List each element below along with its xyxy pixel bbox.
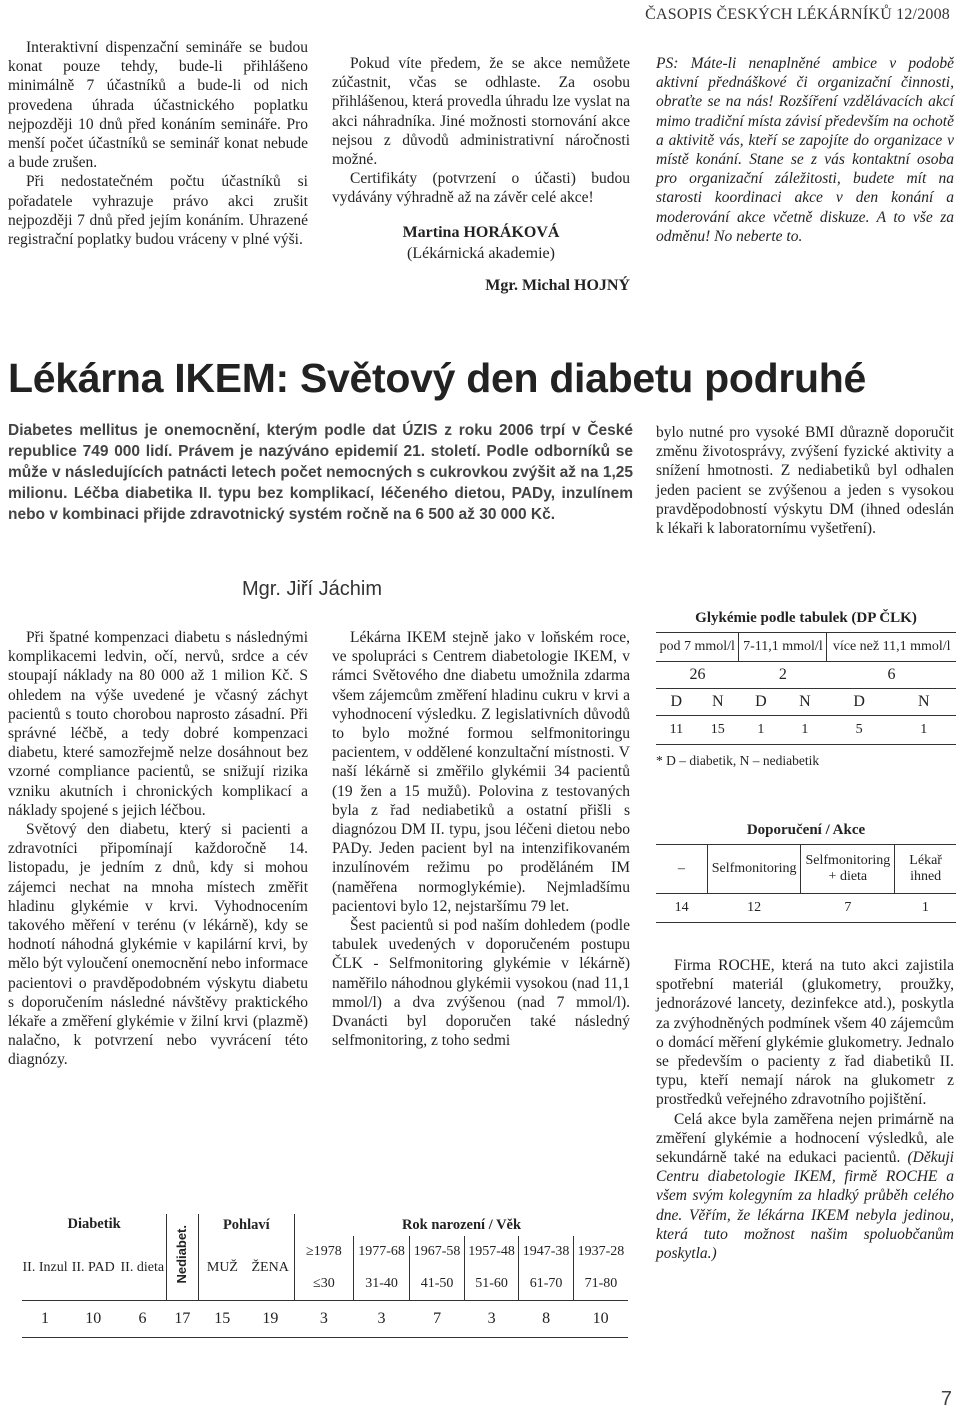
patient-count: 17 xyxy=(174,1310,191,1327)
recommendation-value: 7 xyxy=(801,894,895,923)
diab-column-header: II. dieta xyxy=(120,1260,165,1275)
signature-name: Martina HORÁKOVÁ xyxy=(402,223,560,241)
top-column-3-ps: PS: Máte-li nenaplněné ambice v podobě aktivní přednáškové či organizační činnosti, obraťte se na nás! Rozšíření vzdělávacích akcí mimo tradiční místa závisí především na ochotě a aktivitě vás, kteří se zapojíte do organizace v místě konání. Stane se z vás kontaktní osoba pro organizační záležitosti, budete mít na starosti koordinaci akce v den konání a moderování akce včetně diskuze. A to vše za odměnu! No neberte to. xyxy=(656,55,954,245)
glycemia-footnote: * D – diabetik, N – nediabetik xyxy=(656,753,820,768)
glycemia-column-header: 7-11,1 mmol/l xyxy=(739,633,827,662)
patient-count: 10 xyxy=(85,1310,102,1327)
glycemia-subheader: D xyxy=(656,689,697,716)
year-range: ≥1978 xyxy=(295,1236,354,1268)
paragraph: Světový den diabetu, který si pacienti a zdravotníci připomínají každoročně 14. listopadu, je jedním z dnů, kdy si mohou zájemci nechat na mnoha místech změřit hladinu glykémie v krvi. Vyhodnocením takového měření v terénu (v lékárně), kdy se hodnotí náhodná glykémie v kapilární krvi, by mělo být vyloučení onemocnění nebo informace pacientovi o pravděpodobném výskytu diabetu s doporučením následné návštěvy praktického lékaře a změření glykémie v žilní krvi (plazmě) nalačno, k potvrzení nebo vyvrácení této diagnózy. xyxy=(8,821,309,1069)
recommendation-table xyxy=(656,820,956,923)
paragraph: Při špatné kompenzaci diabetu s následnými komplikacemi ledvin, očí, nervů, srdce a cév stoupají náklady na 80 000 až 1 milion Kč. S ohledem na výše uvedené je včasný záchyt pacientů s touto chorobou naprosto zásadní. Při správné léčbě, a tedy dobré kompenzaci diabetu, které samozřejmě nelze dosáhnout bez vzorné compliance pacientů, se snižují rizika vzniku akutních i chronických komplikací a náklady spojené s jejich léčbou. xyxy=(8,629,308,819)
patient-count: 1 xyxy=(41,1310,50,1327)
article-column-2 xyxy=(332,628,630,1050)
glycemia-column-header: pod 7 mmol/l xyxy=(656,633,739,662)
group-header-rok: Rok narození / Věk xyxy=(295,1214,628,1236)
glycemia-subheader: D xyxy=(739,689,783,716)
glycemia-subheader: N xyxy=(697,689,739,716)
article-column-1 xyxy=(8,628,308,1070)
article-lead: Diabetes mellitus je onemocnění, kterým podle dat ÚZIS z roku 2006 trpí v České republice 749 000 lidí. Právem je nazýváno epidemií 21. století. Podle odborníků se může v následujících patnácti letech počet nemocných s cukrovkou zvýšit až na 1,25 milionu. Léčba diabetika II. typu bez komplikací, léčeného dietou, PADy, inzulínem nebo v kombinaci přijde zdravotnický systém ročně na 6 500 až 30 000 Kč. xyxy=(8,422,633,523)
sex-column-header: ŽENA xyxy=(251,1260,289,1275)
glycemia-table-title: Glykémie podle tabulek (DP ČLK) xyxy=(656,608,956,633)
paragraph: Certifikáty (potvrzení o účasti) budou vydávány výhradně až na závěr celé akce! xyxy=(332,170,630,207)
recommendation-value: 12 xyxy=(707,894,801,923)
glycemia-value: 5 xyxy=(827,716,892,745)
sex-column-header: MUŽ xyxy=(206,1260,238,1275)
age-range: 71-80 xyxy=(573,1268,628,1301)
recommendation-column-header: Selfmonitoring + dieta xyxy=(801,845,895,894)
patient-count: 8 xyxy=(542,1310,551,1327)
glycemia-table xyxy=(656,608,956,769)
age-range: 41-50 xyxy=(410,1268,465,1301)
group-header-diabetik: Diabetik xyxy=(67,1216,121,1232)
glycemia-total: 26 xyxy=(656,662,739,689)
glycemia-subheader: N xyxy=(891,689,956,716)
age-range: ≤30 xyxy=(295,1268,354,1301)
glycemia-value: 11 xyxy=(656,716,697,745)
signature-org: (Lékárnická akademie) xyxy=(407,244,555,262)
patient-count: 19 xyxy=(262,1310,279,1327)
paragraph: Při nedostatečném počtu účastníků si pořadatele vyhrazuje právo akci zrušit nejpozději 7 dnů před jejím konáním. Uhrazené registrační poplatky budou vráceny v plné výši. xyxy=(8,173,308,249)
signature-name-2: Mgr. Michal HOJNÝ xyxy=(485,276,630,294)
glycemia-subheader: D xyxy=(827,689,892,716)
recommendation-value: 14 xyxy=(656,894,707,923)
age-range: 31-40 xyxy=(353,1268,410,1301)
top-column-1 xyxy=(8,38,308,249)
group-header-pohlavi: Pohlaví xyxy=(222,1217,270,1233)
page-number: 7 xyxy=(940,1388,952,1410)
glycemia-total: 6 xyxy=(827,662,956,689)
article-column-3-bottom xyxy=(656,956,954,1263)
patient-count: 15 xyxy=(214,1310,231,1327)
recommendation-column-header: Selfmonitoring xyxy=(707,845,801,894)
paragraph: Šest pacientů si pod naším dohledem (podle tabulek uvedených v doporučeném postupu ČLK - Selfmonitoring glykémie v lékárně) naměřilo náhodnou glykémii vysokou (nad 11,1 mmol/l) a dva zvýšenou (nad 7 mmol/l). Dvanácti byl doporučen také následný selfmonitoring, z toho sedmi xyxy=(332,917,630,1050)
nediabet-label: Nediabet. xyxy=(174,1225,190,1284)
glycemia-total: 2 xyxy=(739,662,827,689)
paragraph: Lékárna IKEM stejně jako v loňském roce, ve spolupráci s Centrem diabetologie IKEM, v rámci Světového dne diabetu umožnila zdarma všem zájemcům změření hladinu cukru v krvi a vyhodnocení výsledku. Z legislativních důvodů to bylo možné formou selfmonitoringu pacientem, v oddělené konzultační místnosti. V naší lékárně si změřilo glykémii 34 pacientů (19 žen a 15 mužů). Polovina z testovaných byla z řad nediabetiků a ostatní přišli s diagnózou DM II. typu, jsou léčeni dietou nebo PADy. Jeden pacient byl na intenzifikovaném inzulínovém režimu po proděláném IM (naměřena normoglykémie). Nejmladšímu pacientovi bylo 12, nejstaršímu 79 let. xyxy=(332,629,630,915)
year-range: 1947-38 xyxy=(519,1236,574,1268)
patient-count: 3 xyxy=(319,1310,328,1327)
year-range: 1937-28 xyxy=(573,1236,628,1268)
article-title: Lékárna IKEM: Světový den diabetu podruhé xyxy=(8,355,866,401)
patient-count: 3 xyxy=(377,1310,386,1327)
patient-count: 6 xyxy=(138,1310,147,1327)
top-column-2 xyxy=(332,54,630,295)
patient-count: 3 xyxy=(487,1310,496,1327)
patient-count: 10 xyxy=(592,1310,609,1327)
recommendation-column-header: Lékař ihned xyxy=(895,845,956,894)
age-range: 51-60 xyxy=(464,1268,519,1301)
patient-count: 7 xyxy=(433,1310,442,1327)
glycemia-value: 1 xyxy=(783,716,827,745)
paragraph xyxy=(656,956,954,1110)
journal-header: ČASOPIS ČESKÝCH LÉKÁRNÍKŮ 12/2008 xyxy=(645,6,950,23)
paragraph-text: Celá akce byla zaměřena nejen primárně na změření glykémie a hodnocení výsledků, ale sekundárně také na edukaci pacientů. xyxy=(656,1110,954,1167)
diab-column-header: II. Inzul xyxy=(22,1260,68,1275)
year-range: 1977-68 xyxy=(353,1236,410,1268)
acknowledgement-text: (Děkuji Centru diabetologie IKEM, firmě ROCHE a všem svým kolegyním za hladký průběh celého dne. Věřím, že lékárna IKEM nebyla jedinou, která tuto možnost našim spoluobčanům poskytla.) xyxy=(656,1149,954,1263)
glycemia-subheader: N xyxy=(783,689,827,716)
article-column-3-top: bylo nutné pro vysoké BMI důrazně doporučit změnu životosprávy, zvýšení fyzické aktivity a snížení hmotnosti. Z nediabetiků byl odhalen jeden pacient se zvýšenou a jeden s vysokou pravděpodobností výskytu DM (ihned odeslán k lékaři k laboratornímu vyšetření). xyxy=(656,424,954,538)
paragraph xyxy=(656,1110,954,1264)
article-author: Mgr. Jiří Jáchim xyxy=(242,578,383,600)
recommendation-column-header: – xyxy=(656,845,707,894)
recommendation-value: 1 xyxy=(895,894,956,923)
recommendation-table-title: Doporučení / Akce xyxy=(656,820,956,845)
patient-table xyxy=(22,1214,628,1338)
glycemia-value: 15 xyxy=(697,716,739,745)
year-range: 1957-48 xyxy=(464,1236,519,1268)
glycemia-value: 1 xyxy=(739,716,783,745)
age-range: 61-70 xyxy=(519,1268,574,1301)
glycemia-column-header: více než 11,1 mmol/l xyxy=(827,633,956,662)
glycemia-value: 1 xyxy=(891,716,956,745)
nediabet-header xyxy=(167,1214,198,1301)
year-range: 1967-58 xyxy=(410,1236,465,1268)
paragraph-text: Firma ROCHE, která na tuto akci zajistila spotřební materiál (glukometry, proužky, jednorázové lancety, dezinfekce atd.), poskytla za zvýhodněných podmínek všem 40 zájemcům o domácí měření glykémie glukometry. Jednalo se především o pacienty z řad diabetiků II. typu, kteří nemají nárok na glukometr z prostředků veřejného zdravotního pojištění. xyxy=(656,957,954,1109)
paragraph: Pokud víte předem, že se akce nemůžete zúčastnit, včas se odhlaste. Za osobu přihlášenou, která provedla úhradu lze vyslat na akci náhradníka. Jiné možnosti stornování akce nejsou z důvodů administrativní náročnosti možné. xyxy=(332,55,630,169)
paragraph: Interaktivní dispenzační semináře se budou konat pouze tehdy, bude-li přihlášeno minimálně 7 účastníků a bude-li od nich provedena úhrada účastnického poplatku nejpozději 10 dnů před konáním semináře. Pro menší počet účastníků se seminář konat nebude a bude zrušen. xyxy=(8,39,308,172)
diab-column-header: II. PAD xyxy=(71,1260,115,1275)
